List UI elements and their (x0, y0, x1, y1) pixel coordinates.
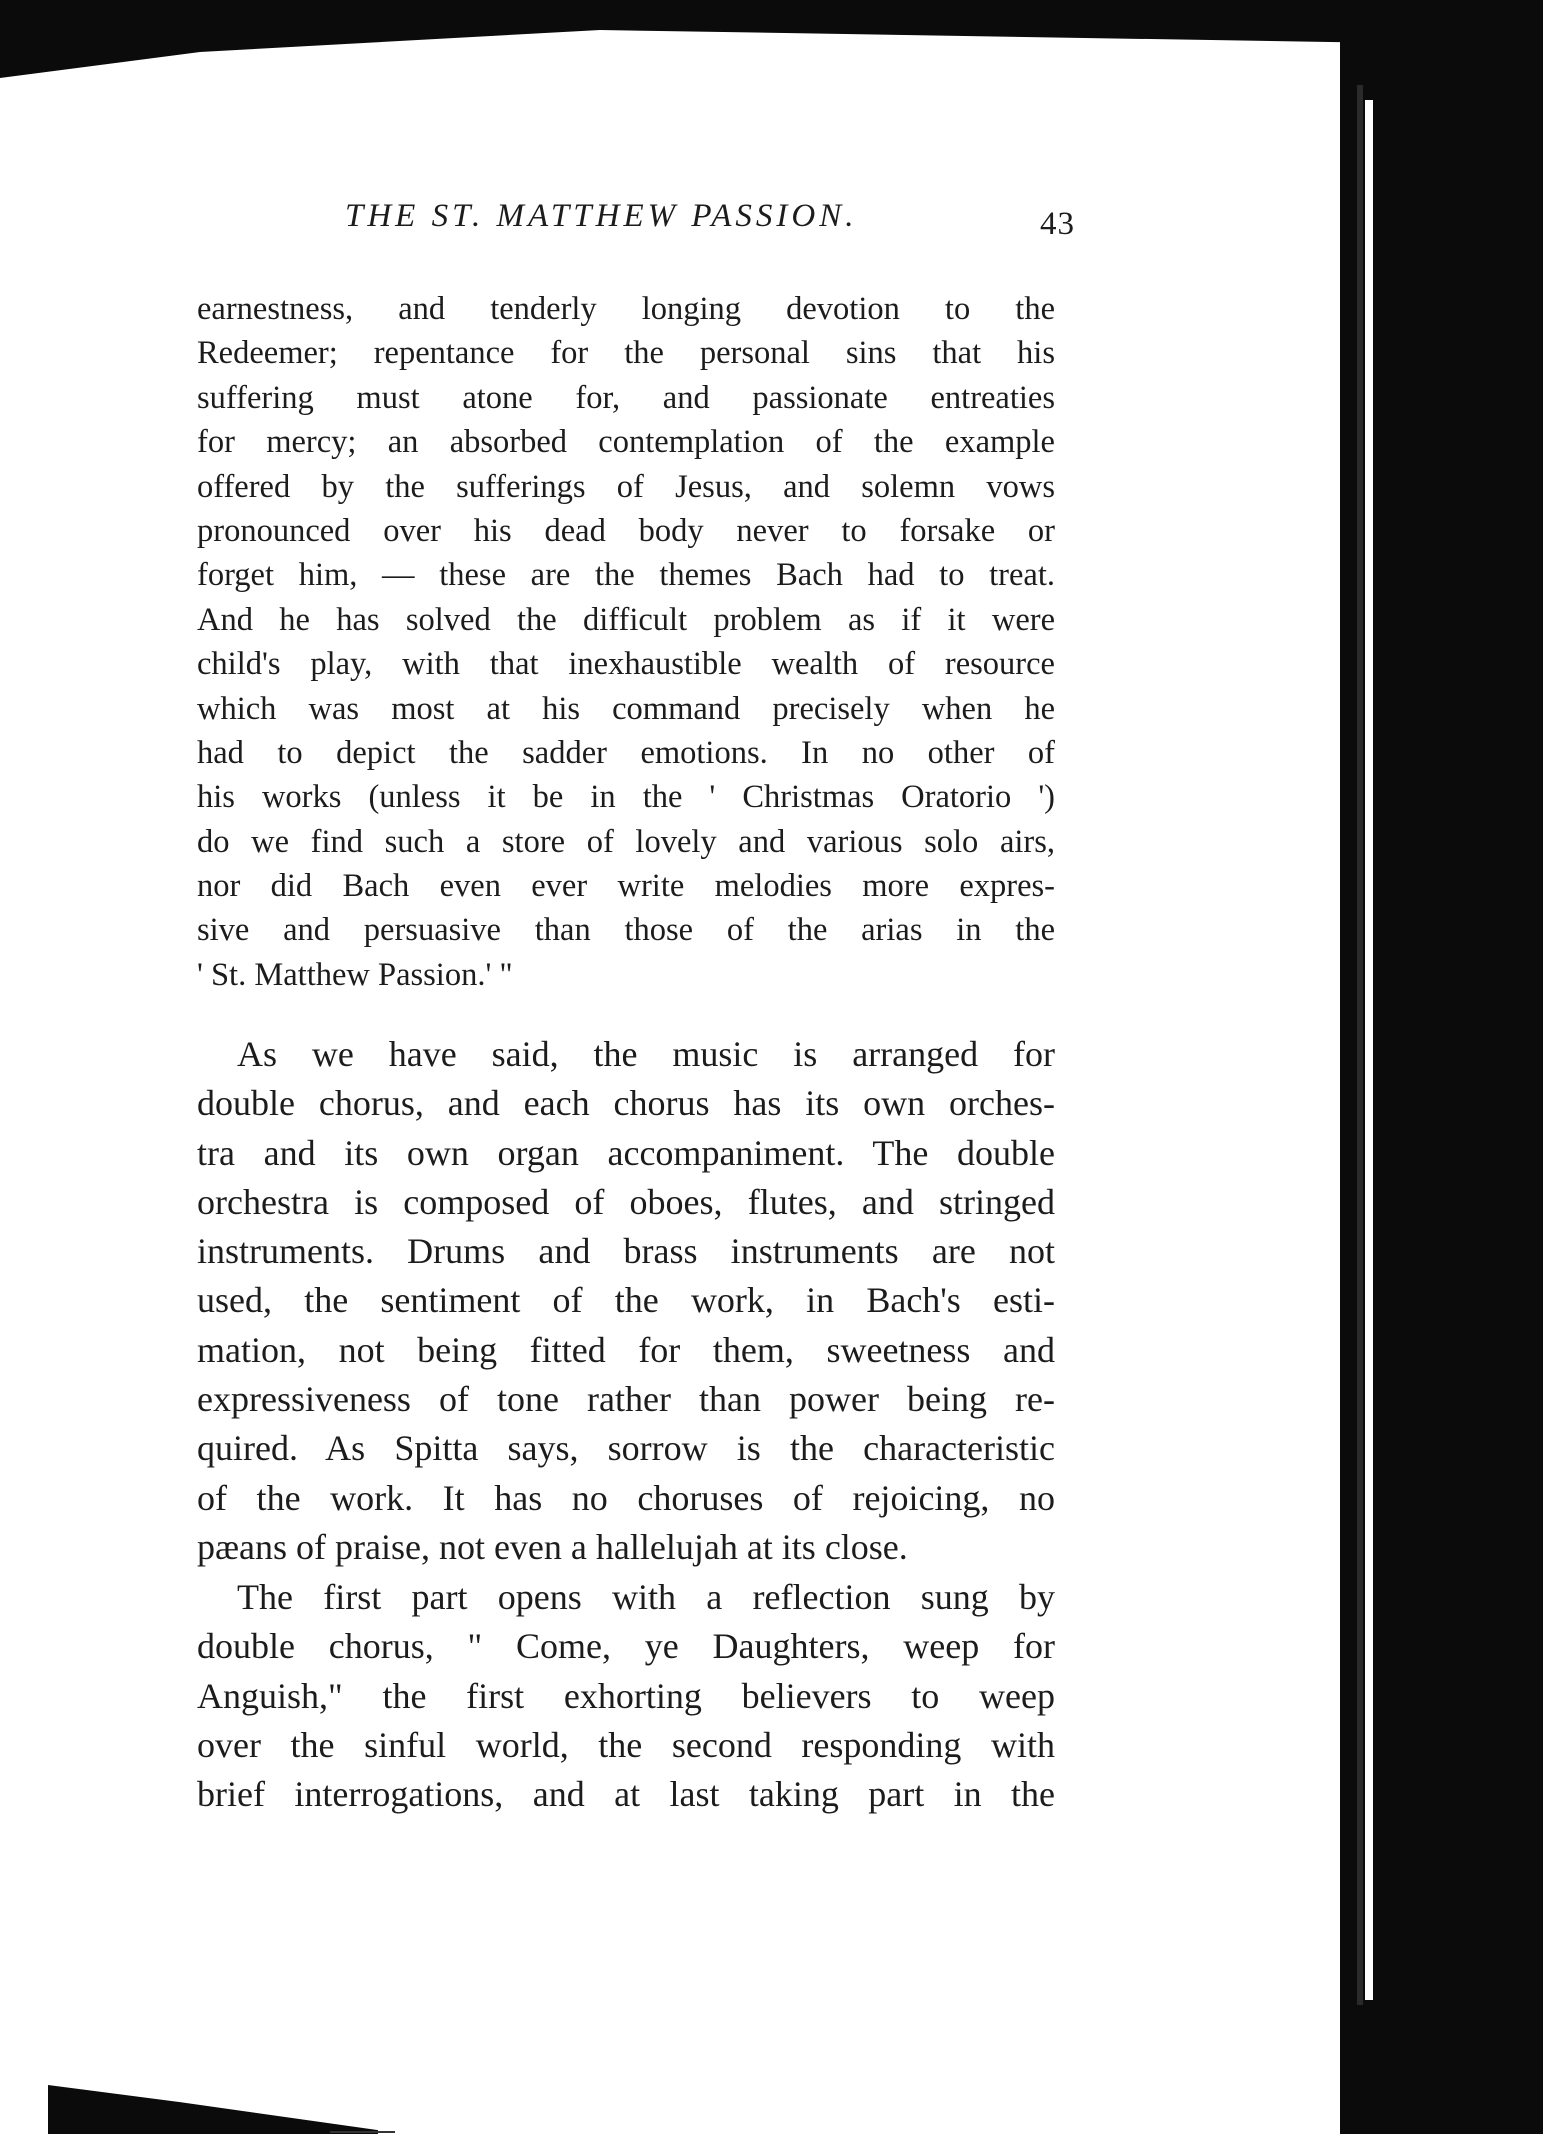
text-line: his works (unless it be in the ' Christmas Oratorio ') (197, 779, 1055, 816)
text-line: over the sinful world, the second responding with (197, 1724, 1055, 1765)
text-line: sive and persuasive than those of the arias in the (197, 912, 1055, 949)
text-line: do we find such a store of lovely and various solo airs, (197, 823, 1055, 860)
scan-edge-bottom-line (330, 2131, 395, 2133)
text-line: Redeemer; repentance for the personal sins that his (197, 335, 1055, 372)
text-line: suffering must atone for, and passionate entreaties (197, 379, 1055, 416)
text-line: pæans of praise, not even a hallelujah at its close. (197, 1526, 908, 1567)
text-line: And he has solved the difficult problem as if it were (197, 601, 1055, 638)
text-line: brief interrogations, and at last taking part in the (197, 1774, 1055, 1815)
text-line: which was most at his command precisely when he (197, 690, 1055, 727)
scan-edge-right-strip (1357, 85, 1363, 2005)
text-line: earnestness, and tenderly longing devotion to the (197, 291, 1055, 327)
scan-edge-right-gap (1365, 100, 1373, 2000)
text-line: of the work. It has no choruses of rejoicing, no (197, 1477, 1055, 1518)
text-line: offered by the sufferings of Jesus, and solemn vows (197, 468, 1055, 505)
text-line: pronounced over his dead body never to forsake or (197, 512, 1055, 549)
text-line: forget him, — these are the themes Bach had to treat. (197, 557, 1055, 594)
text-line: mation, not being fitted for them, sweetness and (197, 1329, 1055, 1370)
text-line: used, the sentiment of the work, in Bach's esti- (197, 1280, 1055, 1321)
text-line: child's play, with that inexhaustible wealth of resource (197, 646, 1055, 683)
text-line: double chorus, and each chorus has its own orches- (197, 1083, 1055, 1124)
text-line: quired. As Spitta says, sorrow is the characteristic (197, 1428, 1055, 1469)
text-line: instruments. Drums and brass instruments are not (197, 1231, 1055, 1272)
paragraph-1 (197, 1030, 1055, 1572)
text-line: As we have said, the music is arranged for (237, 1034, 1055, 1074)
text-line: The first part opens with a reflection sung by (237, 1577, 1055, 1617)
text-line: orchestra is composed of oboes, flutes, and stringed (197, 1181, 1055, 1222)
scan-edge-top (0, 0, 1543, 80)
text-line: for mercy; an absorbed contemplation of the example (197, 424, 1055, 461)
text-line: Anguish," the first exhorting believers to weep (197, 1675, 1055, 1716)
text-line: expressiveness of tone rather than power being re- (197, 1379, 1055, 1420)
text-line: ' St. Matthew Passion.' " (197, 956, 513, 993)
paragraph-2 (197, 1573, 1055, 1819)
quoted-passage (197, 287, 1055, 997)
text-line: tra and its own organ accompaniment. The double (197, 1132, 1055, 1173)
running-head: THE ST. MATTHEW PASSION. (345, 198, 858, 234)
page-header (195, 198, 1075, 254)
text-line: nor did Bach even ever write melodies more expres- (197, 868, 1055, 905)
text-line: double chorus, " Come, ye Daughters, weep for (197, 1626, 1055, 1667)
page-number: 43 (1040, 206, 1075, 242)
text-line: had to depict the sadder emotions. In no other of (197, 734, 1055, 771)
